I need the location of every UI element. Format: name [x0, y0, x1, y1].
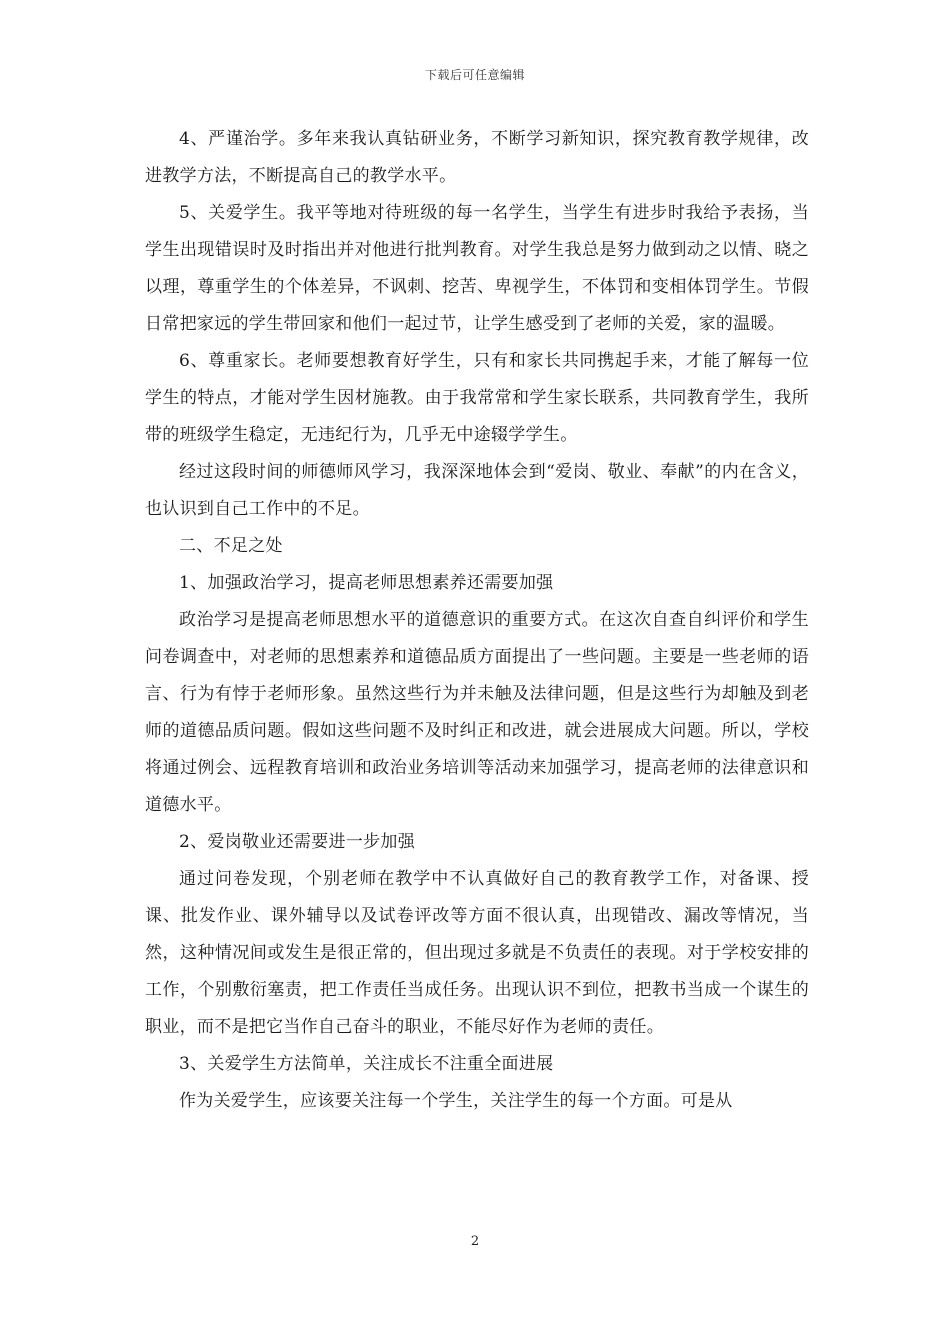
- page-number: 2: [470, 1234, 480, 1249]
- subheading-political-study: 1、加强政治学习，提高老师思想素养还需要加强: [179, 573, 554, 593]
- section-heading-shortcomings: 二、不足之处: [179, 536, 283, 556]
- paragraph-5-care-students: 5、关爱学生。我平等地对待班级的每一名学生，当学生有进步时我给予表扬，当学生出现错误时及时指出并对他进行批判教育。对学生我总是努力做到动之以情、晓之以理，尊重学生的个体差异，不讽刺、挖苦、卑视学生，不体罚和变相体罚学生。节假日常把家远的学生带回家和他们一起过节，让学生感受到了老师的关爱，家的温暖。: [145, 203, 809, 334]
- paragraph-4-rigorous-study: 4、严谨治学。多年来我认真钻研业务，不断学习新知识，探究教育教学规律，改进教学方法，不断提高自己的教学水平。: [145, 129, 809, 186]
- subheading-dedication: 2、爱岗敬业还需要进一步加强: [179, 832, 416, 852]
- paragraph-dedication: 通过问卷发现，个别老师在教学中不认真做好自己的教育教学工作，对备课、授课、批发作业、课外辅导以及试卷评改等方面不很认真，出现错改、漏改等情况，当然，这种情况间或发生是很正常的，但出现过多就是不负责任的表现。对于学校安排的工作，个别敷衍塞责，把工作责任当成任务。出现认识不到位，把教书当成一个谋生的职业，而不是把它当作自己奋斗的职业，不能尽好作为老师的责任。: [145, 869, 809, 1037]
- page-header: 下载后可任意编辑: [424, 68, 525, 82]
- document-body: [145, 121, 809, 1120]
- paragraph-6-respect-parents: 6、尊重家长。老师要想教育好学生，只有和家长共同携起手来，才能了解每一位学生的特点，才能对学生因材施教。由于我常常和学生家长联系，共同教育学生，我所带的班级学生稳定，无违纪行为，几乎无中途辍学学生。: [145, 351, 809, 445]
- paragraph-summary: 经过这段时间的师德师风学习，我深深地体会到“爱岗、敬业、奉献”的内在含义，也认识到自己工作中的不足。: [145, 462, 809, 519]
- subheading-care-method: 3、关爱学生方法简单，关注成长不注重全面进展: [179, 1054, 554, 1074]
- paragraph-political-study: 政治学习是提高老师思想水平的道德意识的重要方式。在这次自查自纠评价和学生问卷调查中，对老师的思想素养和道德品质方面提出了一些问题。主要是一些老师的语言、行为有悖于老师形象。虽然这些行为并未触及法律问题，但是这些行为却触及到老师的道德品质问题。假如这些问题不及时纠正和改进，就会进展成大问题。所以，学校将通过例会、远程教育培训和政治业务培训等活动来加强学习，提高老师的法律意识和道德水平。: [145, 610, 809, 815]
- paragraph-care-method: 作为关爱学生，应该要关注每一个学生，关注学生的每一个方面。可是从: [179, 1091, 733, 1111]
